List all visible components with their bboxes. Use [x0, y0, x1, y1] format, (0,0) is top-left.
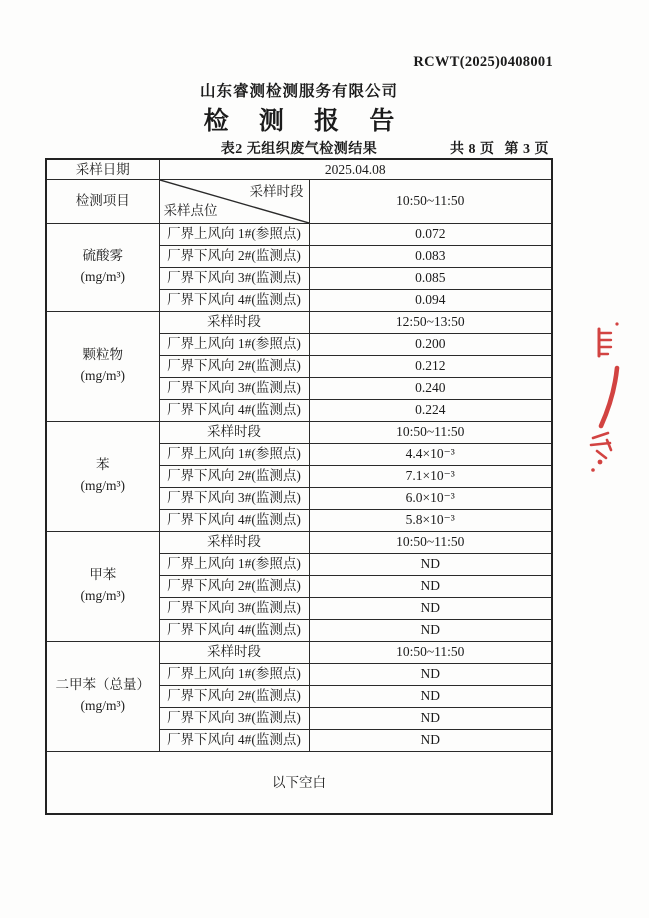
period-value-cell: 12:50~13:50 [309, 311, 552, 333]
value-cell: ND [309, 597, 552, 619]
point-cell: 厂界下风向 2#(监测点) [159, 465, 309, 487]
red-seal-mark-icon [586, 314, 634, 474]
period-value-cell: 10:50~11:50 [309, 641, 552, 663]
point-cell: 厂界下风向 4#(监测点) [159, 509, 309, 531]
point-cell: 厂界下风向 4#(监测点) [159, 399, 309, 421]
value-cell: 0.072 [309, 223, 552, 245]
analyte-unit: (mg/m³) [80, 698, 126, 713]
point-cell: 厂界下风向 3#(监测点) [159, 597, 309, 619]
value-cell: 7.1×10⁻³ [309, 465, 552, 487]
analyte-name: 二甲苯（总量） [55, 677, 150, 693]
table-row [46, 421, 552, 443]
value-cell: ND [309, 663, 552, 685]
value-cell: 0.212 [309, 355, 552, 377]
value-cell: 0.240 [309, 377, 552, 399]
point-cell: 厂界下风向 2#(监测点) [159, 245, 309, 267]
analyte-cell [46, 311, 159, 421]
point-cell: 厂界上风向 1#(参照点) [159, 553, 309, 575]
table-row [46, 641, 552, 663]
table-caption: 表2 无组织废气检测结果 [220, 142, 378, 157]
table-row [46, 751, 552, 814]
value-cell: ND [309, 575, 552, 597]
value-cell: ND [309, 619, 552, 641]
point-cell: 厂界上风向 1#(参照点) [159, 333, 309, 355]
blank-note-cell: 以下空白 [46, 751, 552, 814]
sampling-date-value-cell: 2025.04.08 [159, 159, 552, 179]
point-cell: 厂界下风向 4#(监测点) [159, 289, 309, 311]
point-cell: 厂界下风向 3#(监测点) [159, 487, 309, 509]
caption-row [45, 138, 553, 158]
value-cell: 0.224 [309, 399, 552, 421]
point-cell: 厂界下风向 3#(监测点) [159, 267, 309, 289]
sampling-date-label-cell: 采样日期 [46, 159, 159, 179]
value-cell: ND [309, 729, 552, 751]
analyte-unit: (mg/m³) [80, 478, 126, 493]
diag-bottom-label: 采样点位 [163, 203, 218, 219]
analyte-unit: (mg/m³) [80, 368, 126, 383]
point-cell: 厂界下风向 2#(监测点) [159, 355, 309, 377]
analyte-cell [46, 531, 159, 641]
period-label-cell: 采样时段 [159, 421, 309, 443]
point-cell: 厂界上风向 1#(参照点) [159, 443, 309, 465]
analyte-name: 甲苯 [89, 567, 117, 583]
analyte-name: 颗粒物 [82, 347, 123, 363]
period-label-cell: 采样时段 [159, 531, 309, 553]
item-label-cell: 检测项目 [46, 179, 159, 223]
company-name: 山东睿测检测服务有限公司 [199, 83, 398, 100]
table-row [46, 531, 552, 553]
diag-top-label: 采样时段 [249, 183, 304, 199]
value-cell: 0.200 [309, 333, 552, 355]
value-cell: 0.085 [309, 267, 552, 289]
point-cell: 厂界上风向 1#(参照点) [159, 223, 309, 245]
analyte-unit: (mg/m³) [80, 269, 126, 284]
period-label-cell: 采样时段 [159, 641, 309, 663]
point-cell: 厂界下风向 2#(监测点) [159, 575, 309, 597]
analyte-cell [46, 641, 159, 751]
period-value-cell: 10:50~11:50 [309, 421, 552, 443]
point-cell: 厂界下风向 2#(监测点) [159, 685, 309, 707]
results-table [45, 158, 553, 815]
header-period-cell: 10:50~11:50 [309, 179, 552, 223]
analyte-name: 硫酸雾 [82, 248, 123, 264]
analyte-unit: (mg/m³) [80, 588, 126, 603]
point-cell: 厂界下风向 3#(监测点) [159, 377, 309, 399]
analyte-cell [46, 223, 159, 311]
point-cell: 厂界下风向 4#(监测点) [159, 729, 309, 751]
page-info [440, 138, 549, 158]
table-row [46, 311, 552, 333]
table-row [46, 223, 552, 245]
point-cell: 厂界下风向 4#(监测点) [159, 619, 309, 641]
value-cell: ND [309, 685, 552, 707]
value-cell: ND [309, 707, 552, 729]
analyte-cell [46, 421, 159, 531]
value-cell: 4.4×10⁻³ [309, 443, 552, 465]
value-cell: 6.0×10⁻³ [309, 487, 552, 509]
diagonal-header-cell [159, 179, 309, 223]
point-cell: 厂界上风向 1#(参照点) [159, 663, 309, 685]
report-number: RCWT(2025)0408001 [413, 54, 553, 70]
analyte-name: 苯 [96, 457, 110, 473]
value-cell: 5.8×10⁻³ [309, 509, 552, 531]
report-title: 检 测 报 告 [203, 108, 407, 135]
value-cell: 0.094 [309, 289, 552, 311]
period-label-cell: 采样时段 [159, 311, 309, 333]
value-cell: ND [309, 553, 552, 575]
value-cell: 0.083 [309, 245, 552, 267]
period-value-cell: 10:50~11:50 [309, 531, 552, 553]
page-current: 第 3 页 [504, 142, 549, 157]
table-row [46, 179, 552, 223]
point-cell: 厂界下风向 3#(监测点) [159, 707, 309, 729]
pages-total: 共 8 页 [450, 142, 495, 157]
table-row [46, 159, 552, 179]
